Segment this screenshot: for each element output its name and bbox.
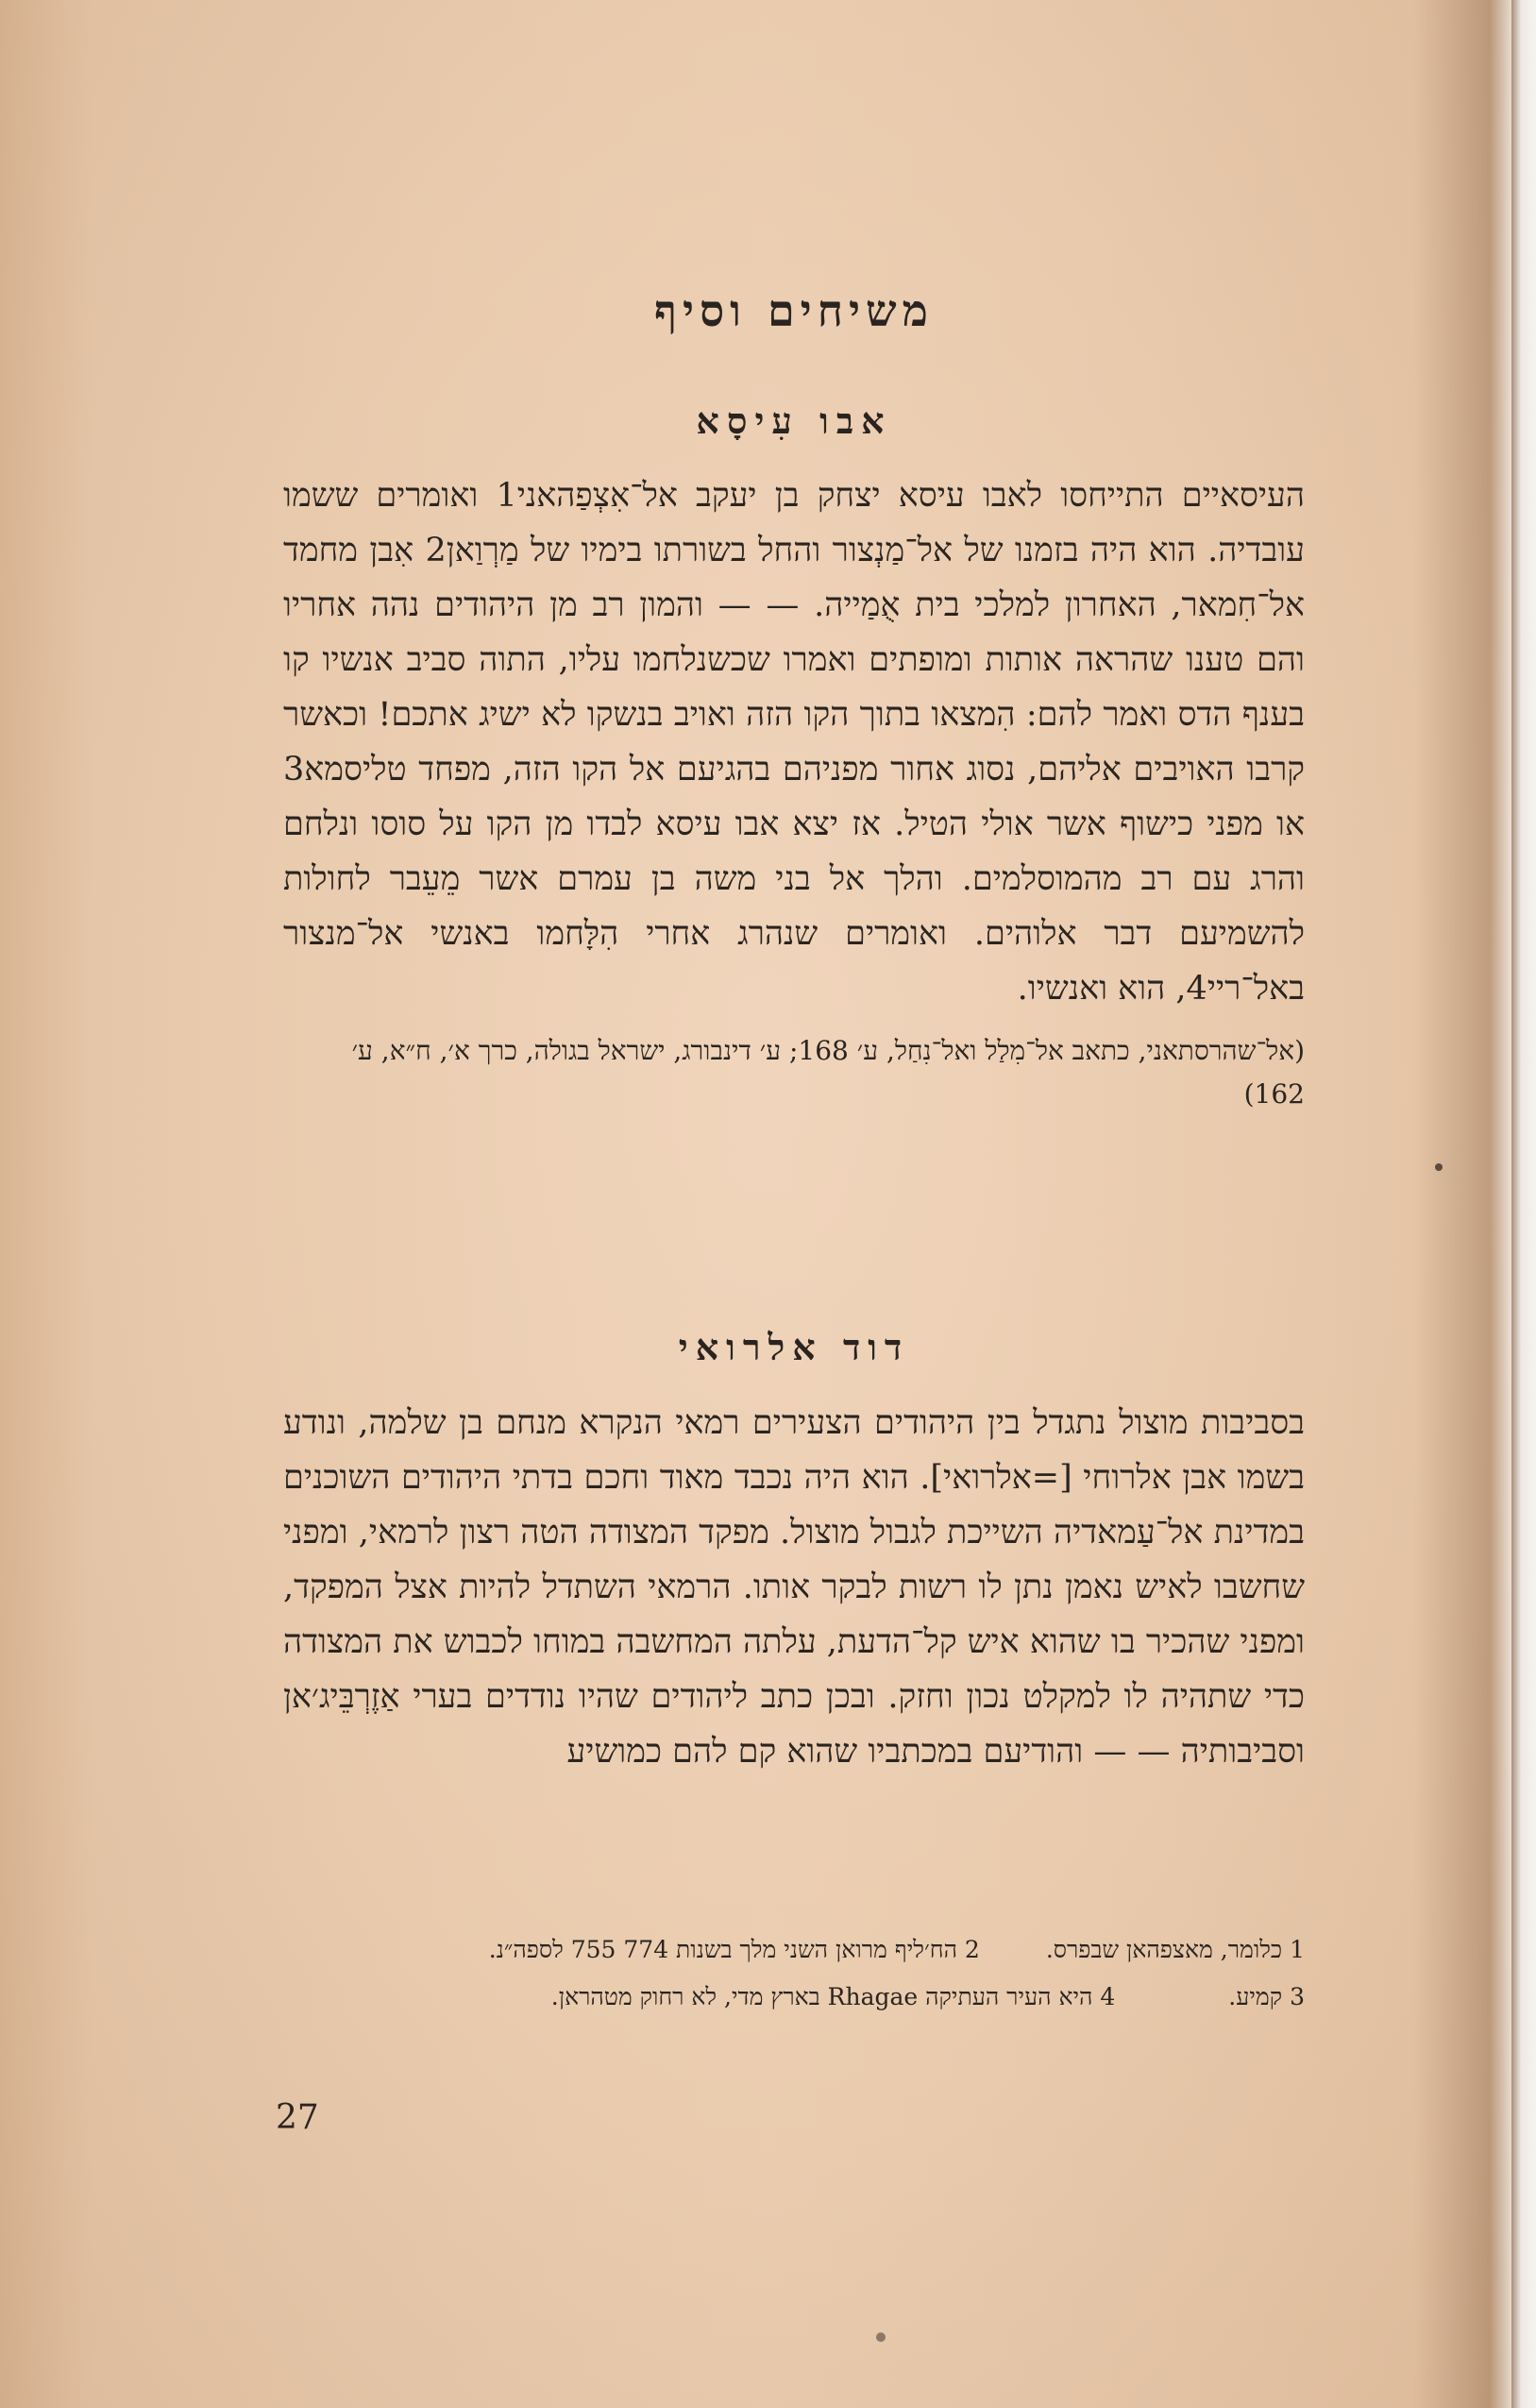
footnote-3 (1228, 1974, 1305, 2021)
footnote-text: היא העיר העתיקה Rhagae בארץ מדי, לא רחוק מטהראן. (550, 1983, 1093, 2010)
chapter-title: משיחים וסיף (654, 285, 934, 336)
section-heading-david-alroy: דוד אלרואי (678, 1326, 910, 1368)
section-abu-isa (283, 468, 1305, 1116)
footnote-row (283, 1926, 1305, 1974)
section-heading-abu-isa: אבו עִיסָא (696, 399, 892, 442)
footnote-text: הח׳ליף מרואן השני מלך בשנות 774 755 לספה״נ. (488, 1936, 957, 1963)
footnote-number: 4 (1100, 1983, 1116, 2010)
footnote-1 (1046, 1926, 1305, 1974)
footnote-2 (489, 1926, 980, 1974)
footnote-4 (551, 1974, 1116, 2021)
footnote-number: 2 (964, 1936, 980, 1963)
margin-speck (876, 2332, 886, 2342)
section-david-alroy (283, 1396, 1305, 1779)
page-number: 27 (276, 2098, 319, 2137)
page-edge (1511, 0, 1536, 2408)
footnote-number: 1 (1290, 1936, 1305, 1963)
footnote-text: קמיע. (1228, 1983, 1283, 2010)
footnote-text: כלומר, מאצפהאן שבפרס. (1045, 1936, 1283, 1963)
abu-isa-paragraph: העיסאיים התייחסו לאבו עיסא יצחק בן יעקב אל־אִצְפַהאני1 ואומרים ששמו עובדיה. הוא היה בזמנו של אל־מַנְצור והחל בשורתו בימיו של מַרְוַאן2 אִבן מחמד אל־חִמאר, האחרון למלכי בית אֻמַייה. — — והמון רב מן היהודים נהה אחריו והם טענו שהראה אותות ומופתים ואמרו שכשנלחמו עליו, התוה סביב אנשיו קו בענף הדס ואמר להם: הִמצאו בתוך הקו הזה ואויב בנשקו לא ישיג אתכם! וכאשר קרבו האויבים אליהם, נסוג אחור מפניהם בהגיעם אל הקו הזה, מפחד טליסמא3 או מפני כישוף אשר אולי הטיל. אז יצא אבו עיסא לבדו מן הקו על סוסו ונלחם והרג עם רב מהמוסלמים. והלך אל בני משה בן עמרם אשר מֵעֵבר לחולות להשמיעם דבר אלוהים. ואומרים שנהרג אחרי הִלָּחמו באנשי אל־מנצור באל־ריי4, הוא ואנשיו. (283, 477, 1305, 1008)
footnotes (283, 1926, 1305, 2021)
footnote-row (283, 1974, 1305, 2021)
margin-speck (1435, 1163, 1443, 1171)
abu-isa-source: (אל־שהרסתאני, כתאב אל־מִלַל ואל־נִחַל, ע׳ 168; ע׳ דינבורג, ישראל בגולה, כרך א׳, ח״א, ע׳ 162) (351, 1035, 1305, 1110)
footnote-number: 3 (1290, 1983, 1305, 2010)
david-alroy-paragraph: בסביבות מוצול נתגדל בין היהודים הצעירים רמאי הנקרא מנחם בן שלמה, ונודע בשמו אבן אלרוחי [=אלרואי]. הוא היה נכבד מאוד וחכם בדתי היהודים השוכנים במדינת אל־עַמאדיה השייכת לגבול מוצול. מפקד המצודה הטה רצון לרמאי, ומפני שחשבו לאיש נאמן נתן לו רשות לבקר אותו. הרמאי השתדל להיות אצל המפקד, ומפני שהכיר בו שהוא איש קל־הדעת, עלתה המחשבה במוחו לכבוש את המצודה כדי שתהיה לו למקלט נכון וחזק. ובכן כתב ליהודים שהיו נודדים בערי אַזֶרְבֵּיג׳אן וסביבותיה — — והודיעם במכתביו שהוא קם להם כמושיע (283, 1404, 1305, 1771)
